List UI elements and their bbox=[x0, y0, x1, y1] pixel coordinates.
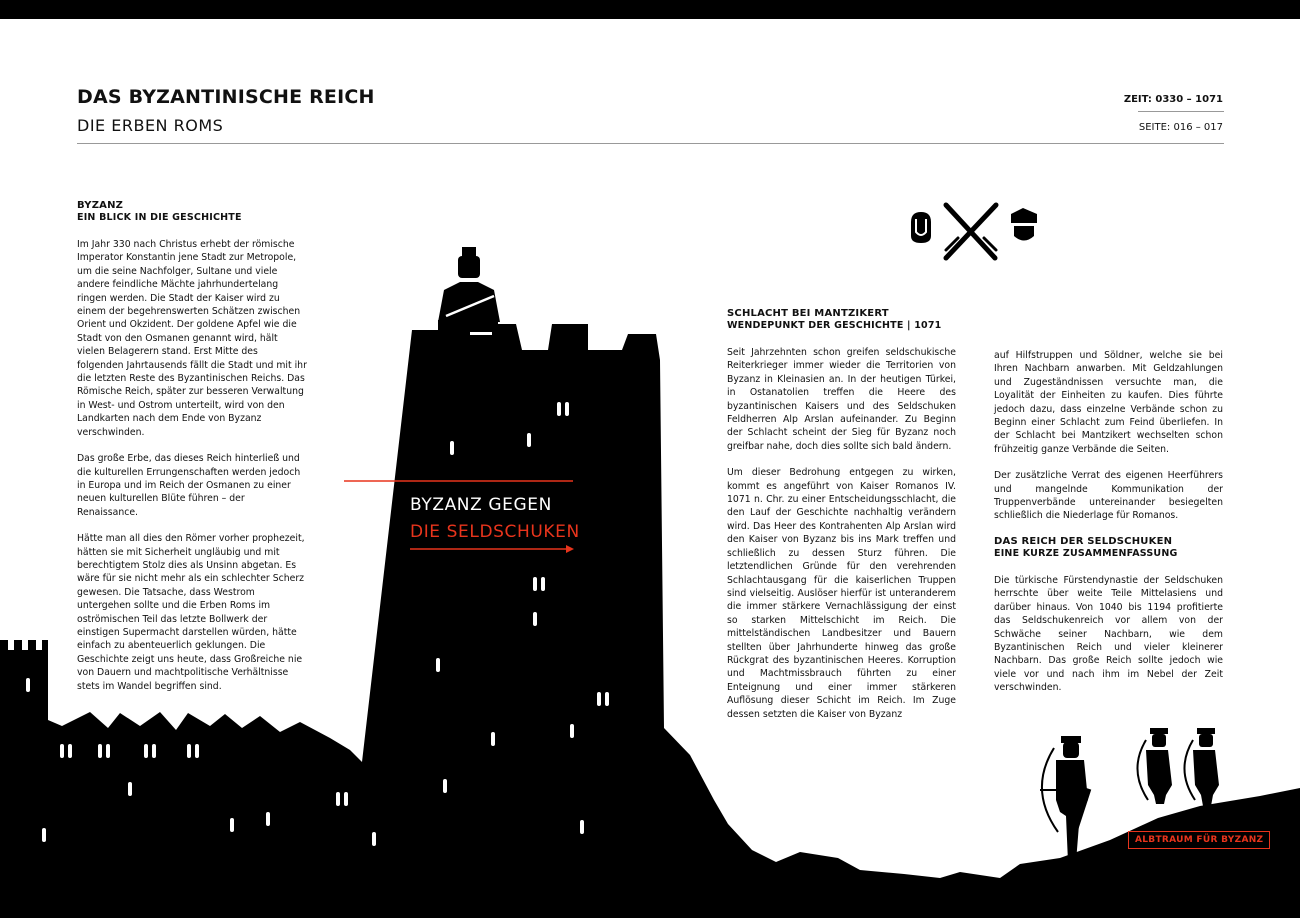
mantzikert-column bbox=[727, 308, 956, 734]
section-subtitle: WENDEPUNKT DER GESCHICHTE | 1071 bbox=[727, 320, 942, 331]
paragraph: Im Jahr 330 nach Christus erhebt der römische Imperator Konstantin jene Stadt zur Metropole, um die seine Nachfolger, Sultane und viele andere feindliche Mächte jahrhundertelang ringen werden. Die Stadt der Kaiser wird zu einem der begehrenswerten Schätzen zwischen Orient und Okzident. Der goldene Apfel wie die Stadt von den Osmanen genannt wird, hält vielen Belagerern stand. Erst Mitte des folgenden Jahrtausends fällt die Stadt und mit ihr die letzten Reste des Byzantinischen Reichs. Das Römische Reich, später zur besseren Verwaltung in West- und Ostrom unterteilt, wird von den Landkarten nach dem Ende von Byzanz verschwinden. bbox=[77, 239, 307, 438]
section-title: DAS REICH DER SELDSCHUKEN bbox=[994, 535, 1173, 547]
section-subtitle: EINE KURZE ZUSAMMENFASSUNG bbox=[994, 547, 1178, 559]
crossed-swords-icon bbox=[946, 205, 996, 258]
section-title: BYZANZ bbox=[77, 200, 124, 211]
section-title: SCHLACHT BEI MANTZIKERT bbox=[727, 308, 889, 319]
paragraph: Seit Jahrzehnten schon greifen seldschukische Reiterkrieger immer wieder die Territorien von Byzanz in Kleinasien an. In der heutigen Türkei, in Ostanatolien treffen die Heere des byzantinischen Kaisers und des Seldschuken Feldherren Alp Arslan aufeinander. Zu Beginn der Schlacht scheint der Sieg für Byzanz noch greifbar nahe, doch dies sollte sich bald ändern. bbox=[727, 347, 956, 452]
paragraph: auf Hilfstruppen und Söldner, welche sie bei Ihren Nachbarn anwarben. Mit Geldzahlungen und Zugeständnissen versuchte man, die Loyalität der Einheiten zu kaufen. Dies führte jedoch dazu, dass einzelne Verbände schon zu Beginn einer Schlacht zum Feind überliefen. In der Schlacht bei Mantzikert wechselten schon frühzeitig ganze Verbände die Seiten. bbox=[994, 350, 1223, 455]
feature-heading-line2: DIE SELDSCHUKEN bbox=[410, 522, 580, 542]
page-title: DAS BYZANTINISCHE REICH bbox=[77, 86, 375, 108]
paragraph: Hätte man all dies den Römer vorher prophezeit, hätten sie mit Sicherheit ungläubig und mit berechtigtem Stolz dies als Unsinn abgetan. Es wäre für sie nicht mehr als ein schlechter Scherz gewesen. Die Tatsache, dass Westrom untergehen sollte und die Erben Roms im oströmischen Teil das letzte Bollwerk der einstigen Supermacht darstellen würden, hätte einfach zu abenteuerlich geklungen. Die Geschichte zeigt uns heute, dass Großreiche nie von Dauern und machtpolitische Verhältnisse stets im Wandel begriffen sind. bbox=[77, 533, 305, 692]
continuation-column bbox=[994, 349, 1223, 708]
callout-badge: ALBTRAUM FÜR BYZANZ bbox=[1128, 831, 1270, 849]
byzanz-column bbox=[77, 200, 307, 706]
cap-icon bbox=[1011, 208, 1037, 241]
paragraph: Der zusätzliche Verrat des eigenen Heerführers und mangelnde Kommunikation der Truppenverbände untereinander besiegelten schließlich die Niederlage für Romanos. bbox=[994, 470, 1223, 522]
paragraph: Das große Erbe, das dieses Reich hinterließ und die kulturellen Errungenschaften werden jedoch in Europa und im Reich der Osmanen zu einer neuen kulturellen Blüte führen – der Renaissance. bbox=[77, 453, 301, 518]
paragraph: Die türkische Fürstendynastie der Seldschuken herrschte über weite Teile Mittelasiens und darüber hinaus. Von 1040 bis 1194 profitierte das Seldschukenreich vor allem von der Schwäche seiner Nachbarn, wie dem Byzantinischen Reich und vieler kleinerer Nachbarn. Das große Reich sollte jedoch wie viele vor und nach ihm im Nebel der Zeit verschwinden. bbox=[994, 574, 1223, 694]
section-subtitle: EIN BLICK IN DIE GESCHICHTE bbox=[77, 212, 242, 223]
page-label: SEITE: 016 – 017 bbox=[1138, 122, 1223, 133]
time-label: ZEIT: 0330 – 1071 bbox=[1123, 94, 1223, 105]
feature-heading-line1: BYZANZ GEGEN bbox=[410, 495, 552, 515]
helmet-icon bbox=[911, 212, 931, 243]
feature-heading bbox=[410, 492, 580, 546]
paragraph: Um dieser Bedrohung entgegen zu wirken, kommt es angeführt von Kaiser Romanos IV. 1071 n. Chr. zu einer Entscheidungsschlacht, die den Lauf der Geschichte nachhaltig verändern wird. Das Heer des Kontrahenten Alp Arslan wird den Kaiser von Byzanz bis ins Mark treffen und schließlich zu dessen Sturz führen. Die letztendlichen Gründe für den verehrenden Schlachtausgang für die kaiserlichen Truppen sind vielseitig. Auslöser hierfür ist unteranderem die immer stärkere Vernachlässigung der einst so starken Mittelschicht im Reich. Die mittelständischen Landbesitzer und Bauern stellten über Jahrhunderte hinweg das große Rückgrat des byzantinischen Heeres. Korruption und Machtmissbrauch führten zu einer Enteignung und einer immer stärkeren Auflösung dieser Schicht im Reich. Im Zuge dessen setzten die Kaiser von Byzanz bbox=[727, 467, 956, 720]
page-subtitle: DIE ERBEN ROMS bbox=[77, 116, 224, 135]
